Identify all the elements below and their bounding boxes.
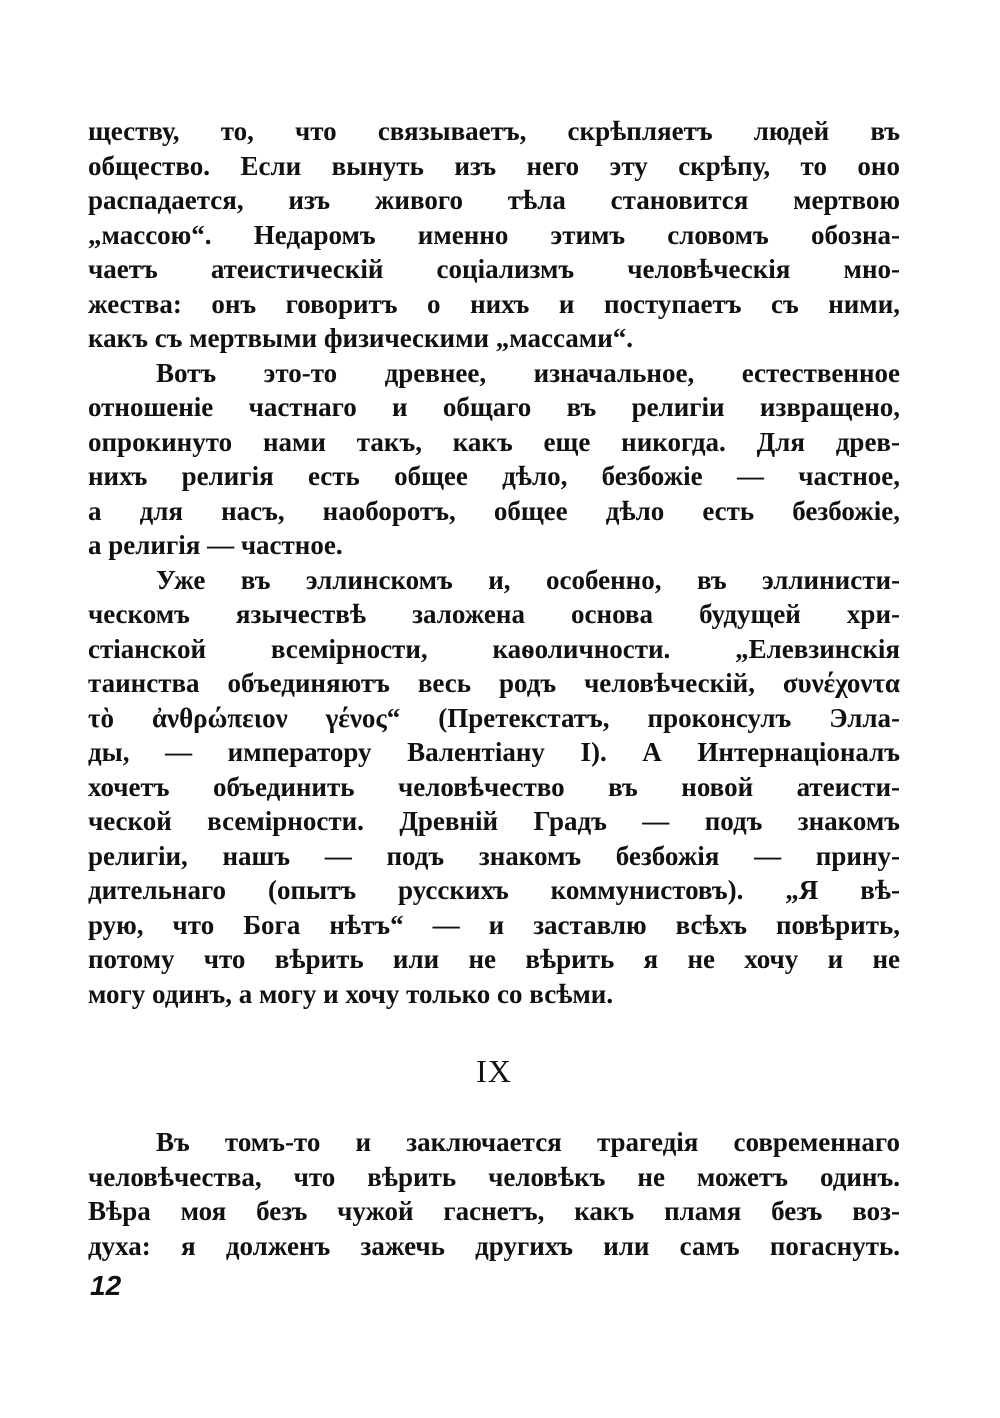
text-line: духа: я долженъ зажечь другихъ или самъ погаснуть.: [88, 1230, 900, 1261]
text-line: дительнаго (опытъ русскихъ коммунистовъ). „Я вѣ-: [88, 875, 900, 905]
text-line: рую, что Бога нѣтъ“ — и заставлю всѣхъ повѣрить,: [88, 909, 900, 940]
text-line: распадается, изъ живого тѣла становится мертвою: [88, 185, 900, 215]
text-line: Вѣра моя безъ чужой гаснетъ, какъ пламя безъ воз-: [88, 1196, 900, 1226]
text-line: чаетъ атеистическiй соцiализмъ человѣческiя мно-: [88, 254, 900, 284]
page-number: 12: [90, 1270, 122, 1301]
paragraph-2: [88, 356, 900, 563]
text-line: человѣчества, что вѣрить человѣкъ не можетъ одинъ.: [88, 1161, 900, 1192]
text-line: религiи, нашъ — подъ знакомъ безбожiя — прину-: [88, 840, 900, 871]
text-line: Уже въ эллинскомъ и, особенно, въ эллинисти-: [156, 564, 900, 595]
paragraph-1: [88, 114, 900, 356]
text-line: таинства объединяютъ весь родъ человѣческiй, συνέχοντα: [88, 668, 900, 698]
text-line: опрокинуто нами такъ, какъ еще никогда. Для древ-: [88, 426, 900, 457]
text-line: хочетъ объединить человѣчество въ новой атеисти-: [88, 771, 900, 802]
text-line: а религiя — частное.: [88, 530, 343, 560]
text-line: ды, — императору Валентiану I). А Интернацiоналъ: [88, 737, 900, 767]
text-line: потому что вѣрить или не вѣрить я не хочу и не: [88, 944, 900, 974]
text-line: Вотъ это-то древнее, изначальное, естественное: [156, 357, 900, 388]
text-line: τὸ ἀνθρώπειον γένος“ (Претекстатъ, проконсулъ Элла-: [88, 702, 900, 733]
text-line: стiанской всемiрности, каѳоличности. „Елевзинскiя: [88, 633, 900, 664]
text-line: жества: онъ говоритъ о нихъ и поступаетъ съ ними,: [88, 288, 900, 319]
paragraph-3: [88, 563, 900, 1012]
text-line: могу одинъ, а могу и хочу только со всѣми.: [88, 978, 614, 1009]
page-body: [88, 114, 900, 1263]
text-line: отношенiе частнаго и общаго въ религiи извращено,: [88, 392, 900, 422]
text-line: ществу, то, что связываетъ, скрѣпляетъ людей въ: [88, 116, 900, 146]
paragraph-4: [88, 1125, 900, 1263]
section-heading: IX: [476, 1053, 512, 1089]
text-line: а для насъ, наоборотъ, общее дѣло есть безбожiе,: [88, 495, 900, 526]
text-line: ческой всемiрности. Древнiй Градъ — подъ знакомъ: [88, 806, 900, 836]
text-line: „массою“. Недаромъ именно этимъ словомъ обозна-: [88, 219, 900, 250]
text-line: общество. Если вынуть изъ него эту скрѣпу, то оно: [88, 150, 900, 181]
text-line: какъ съ мертвыми физическими „массами“.: [88, 323, 634, 353]
text-line: Въ томъ-то и заключается трагедiя современнаго: [156, 1127, 900, 1157]
text-line: ческомъ язычествѣ заложена основа будущей хри-: [88, 599, 900, 629]
text-line: нихъ религiя есть общее дѣло, безбожiе — частное,: [88, 461, 900, 491]
